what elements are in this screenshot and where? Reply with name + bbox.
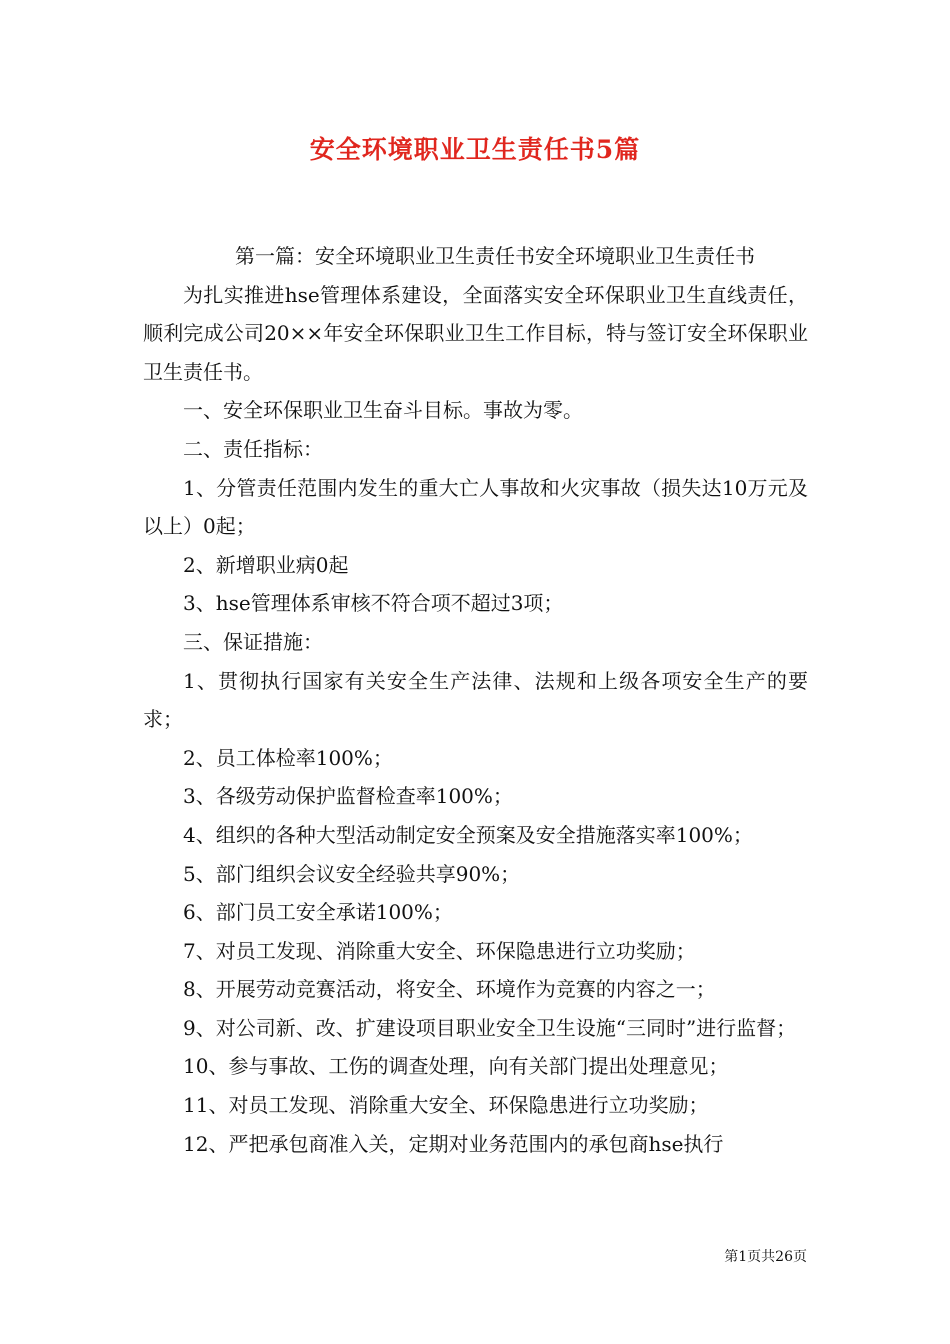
paragraph: 12、严把承包商准入关，定期对业务范围内的承包商hse执行 [183, 1131, 724, 1156]
paragraph: 11、对员工发现、消除重大安全、环保隐患进行立功奖励； [183, 1093, 709, 1118]
paragraph: 一、安全环保职业卫生奋斗目标。事故为零。 [183, 398, 583, 423]
paragraph: 1、分管责任范围内发生的重大亡人事故和火灾事故（损失达10万元及以上）0起； [143, 475, 808, 539]
paragraph: 为扎实推进hse管理体系建设，全面落实安全环保职业卫生直线责任，顺利完成公司20××年安全环保职业卫生工作目标，特与签订安全环保职业卫生责任书。 [143, 282, 808, 384]
paragraph: 10、参与事故、工伤的调查处理，向有关部门提出处理意见； [183, 1054, 729, 1079]
paragraph: 5、部门组织会议安全经验共享90%； [183, 861, 521, 886]
paragraph: 三、保证措施： [183, 629, 323, 654]
paragraph: 7、对员工发现、消除重大安全、环保隐患进行立功奖励； [183, 938, 696, 963]
paragraph: 3、各级劳动保护监督检查率100%； [183, 784, 513, 809]
paragraph: 2、新增职业病0起 [183, 552, 349, 577]
paragraph: 6、部门员工安全承诺100%； [183, 900, 453, 925]
paragraph: 二、责任指标： [183, 436, 323, 461]
paragraph: 2、员工体检率100%； [183, 745, 393, 770]
paragraph: 4、组织的各种大型活动制定安全预案及安全措施落实率100%； [183, 822, 753, 847]
paragraph: 第一篇：安全环境职业卫生责任书安全环境职业卫生责任书 [235, 244, 755, 268]
paragraph: 3、hse管理体系审核不符合项不超过3项； [183, 591, 564, 616]
page-number-footer: 第1页共26页 [724, 1249, 807, 1265]
paragraph: 9、对公司新、改、扩建设项目职业安全卫生设施“三同时”进行监督； [183, 1015, 797, 1040]
document-title: 安全环境职业卫生责任书5篇 [309, 135, 641, 164]
document-body [143, 237, 808, 1163]
paragraph: 8、开展劳动竞赛活动，将安全、环境作为竞赛的内容之一； [183, 977, 716, 1002]
paragraph: 1、贯彻执行国家有关安全生产法律、法规和上级各项安全生产的要求； [143, 668, 808, 732]
